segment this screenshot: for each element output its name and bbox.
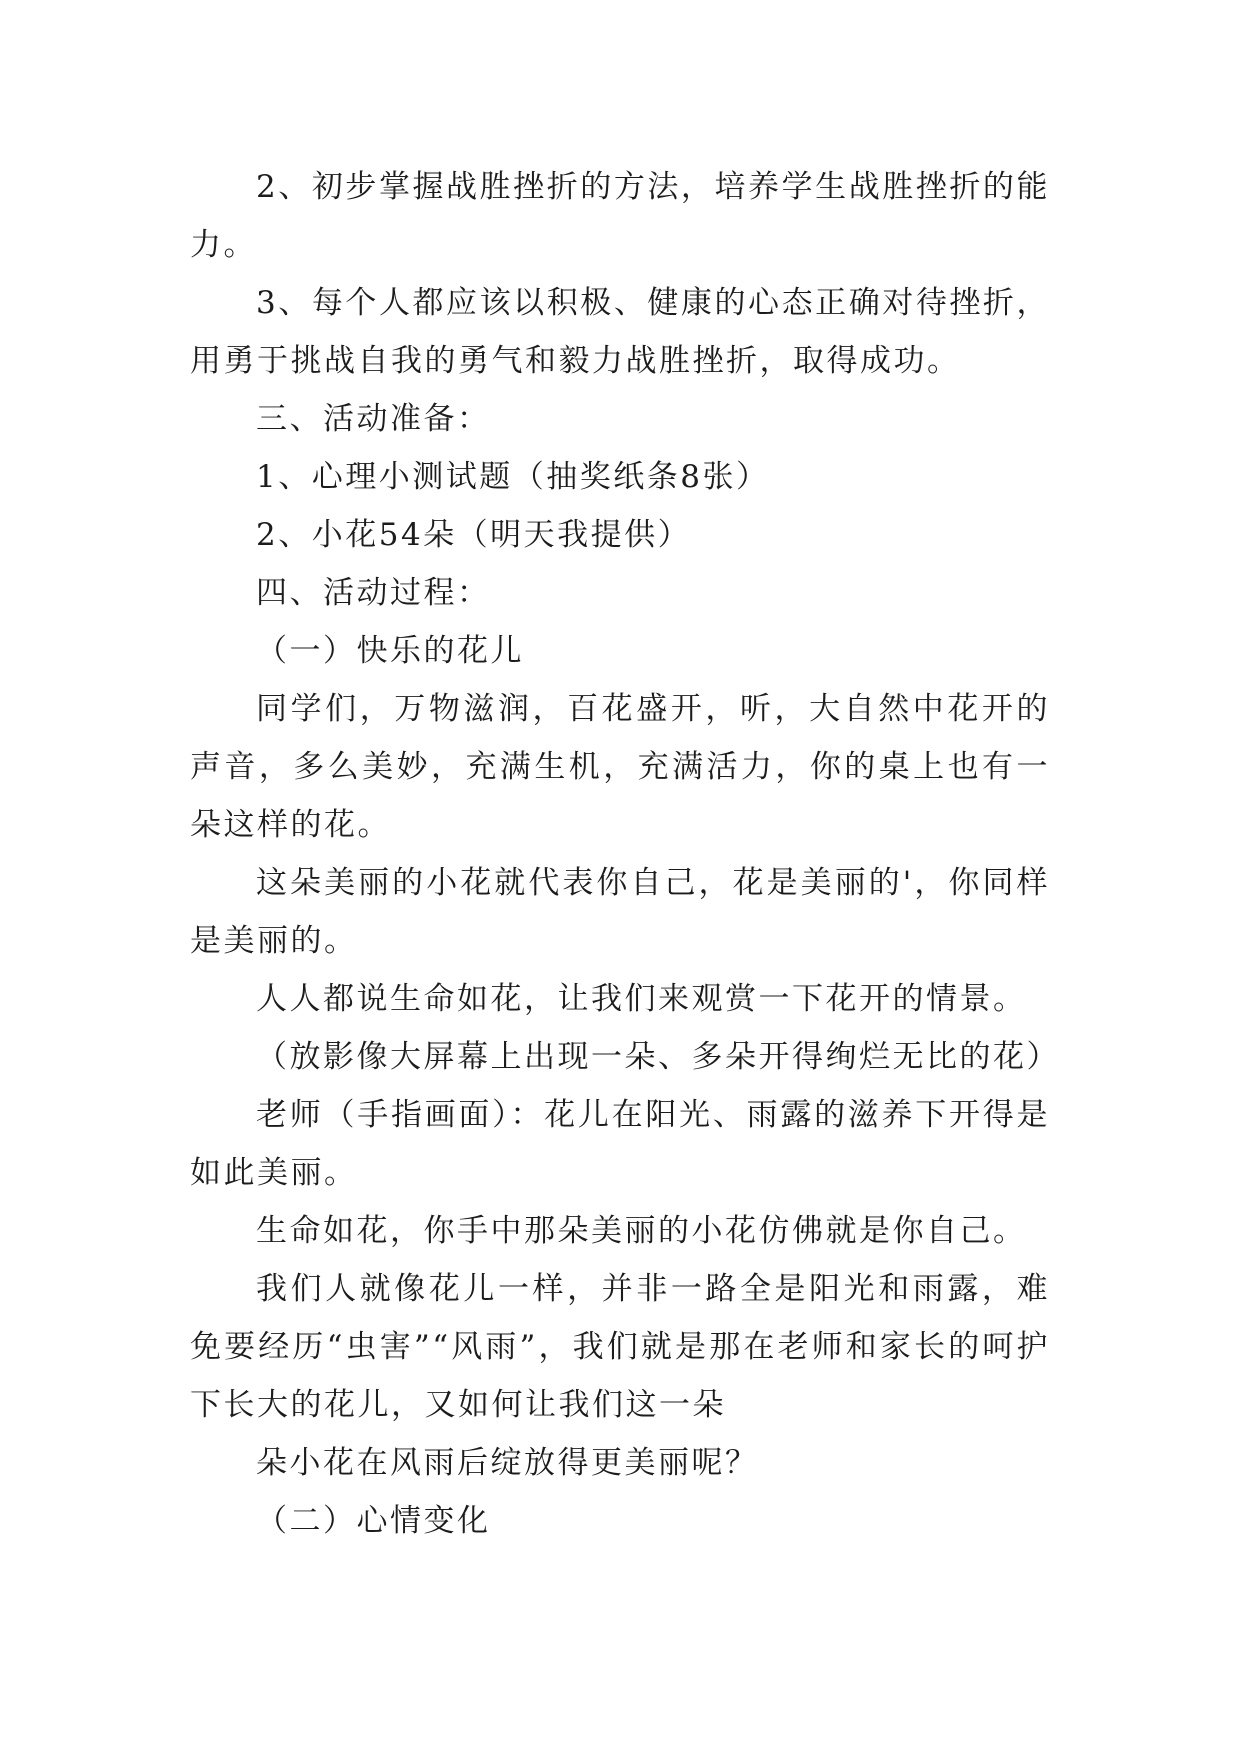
document-body [190,158,1060,1550]
paragraph-body: 人人都说生命如花，让我们来观赏一下花开的情景。 [256,981,1027,1017]
paragraph-preparation-1: 1、心理小测试题（抽奖纸条8张） [256,459,770,495]
section-heading-preparation: 三、活动准备： [256,401,491,437]
paragraph-stage-note: （放影像大屏幕上出现一朵、多朵开得绚烂无比的花） [256,1039,1060,1075]
paragraph-body: 我们人就像花儿一样，并非一路全是阳光和雨露，难免要经历“虫害”“风雨”，我们就是那在老师和家长的呵护下长大的花儿，又如何让我们这一朵 [190,1271,1050,1423]
subsection-heading-mood-change: （二）心情变化 [256,1503,491,1539]
paragraph-body: 同学们，万物滋润，百花盛开，听，大自然中花开的声音，多么美妙，充满生机，充满活力，你的桌上也有一朵这样的花。 [190,691,1050,843]
paragraph-body: 老师（手指画面）：花儿在阳光、雨露的滋养下开得是如此美丽。 [190,1097,1050,1191]
paragraph-objective-3: 3、每个人都应该以积极、健康的心态正确对待挫折，用勇于挑战自我的勇气和毅力战胜挫折，取得成功。 [190,285,1050,379]
paragraph-body: 朵小花在风雨后绽放得更美丽呢？ [256,1445,759,1481]
paragraph-objective-2: 2、初步掌握战胜挫折的方法，培养学生战胜挫折的能力。 [190,169,1050,263]
paragraph-body: 生命如花，你手中那朵美丽的小花仿佛就是你自己。 [256,1213,1027,1249]
subsection-heading-happy-flowers: （一）快乐的花儿 [256,633,524,669]
section-heading-process: 四、活动过程： [256,575,491,611]
paragraph-preparation-2: 2、小花54朵（明天我提供） [256,517,692,553]
paragraph-body: 这朵美丽的小花就代表你自己，花是美丽的'，你同样是美丽的。 [190,865,1050,959]
